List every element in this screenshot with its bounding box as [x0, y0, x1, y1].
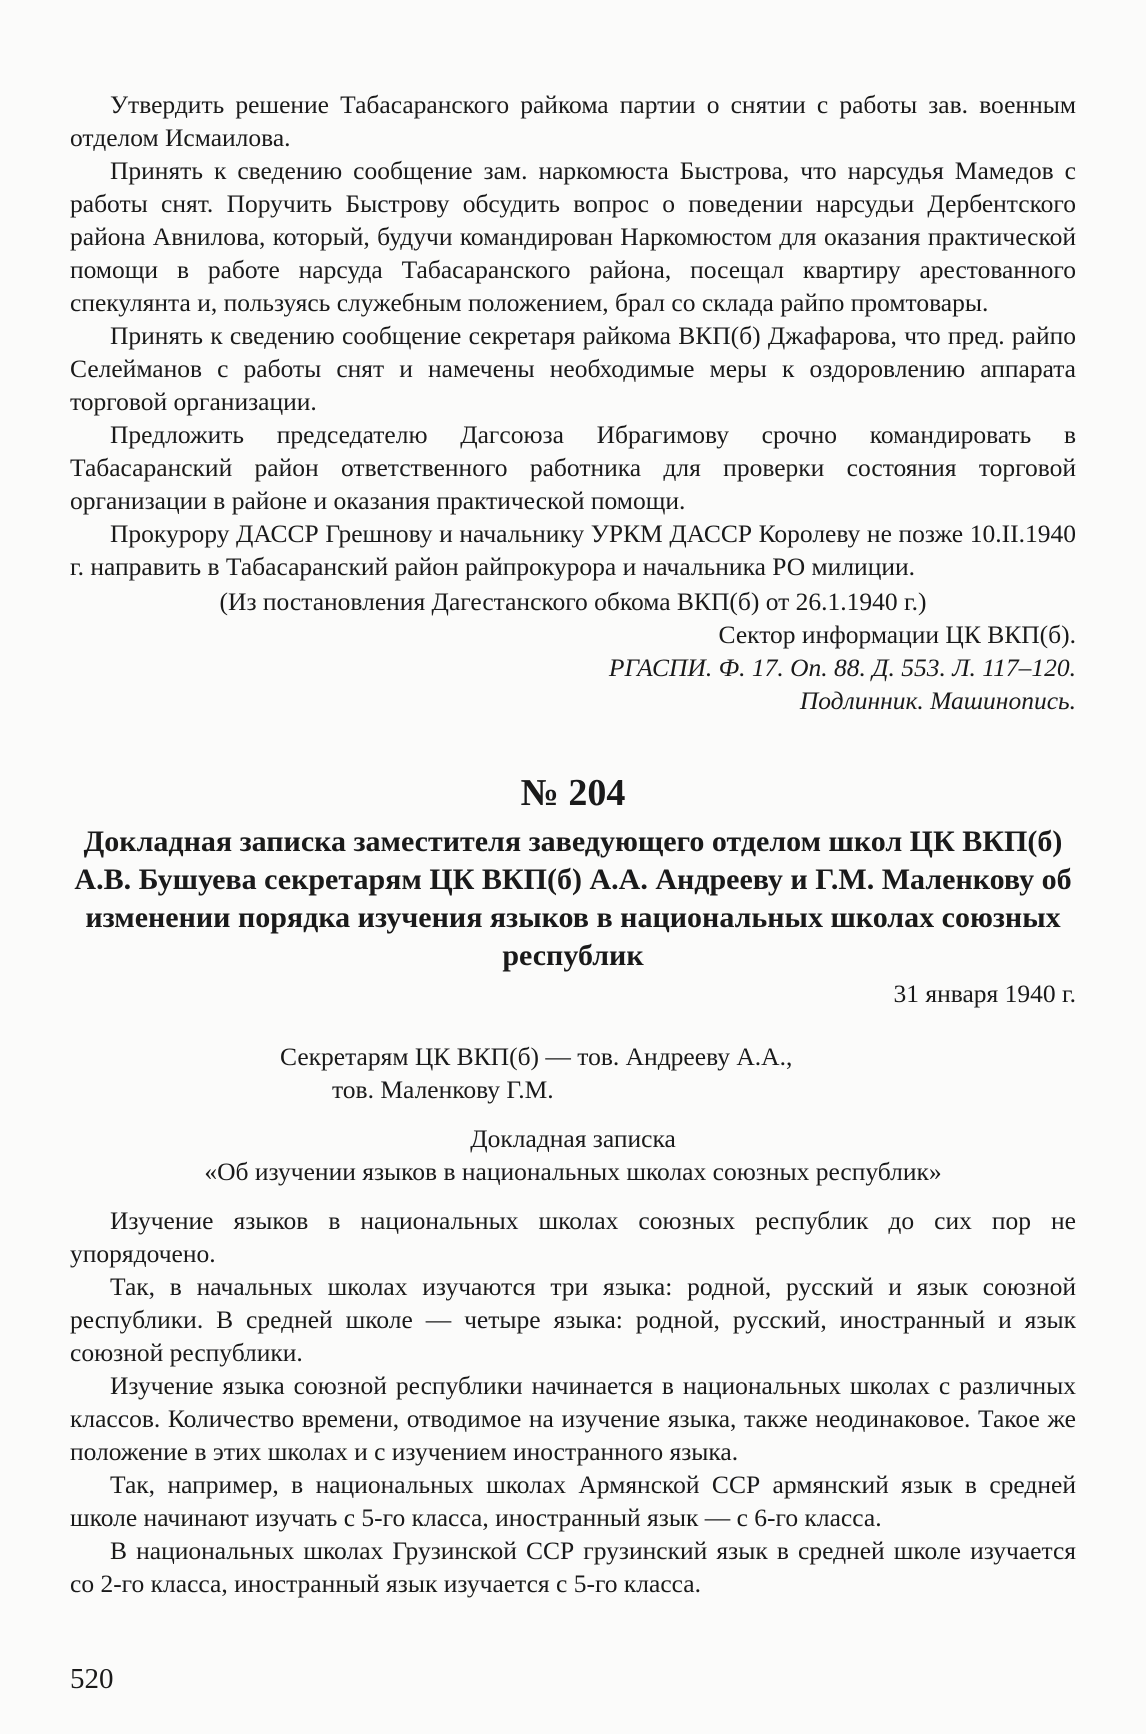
- archive-type: Подлинник. Машинопись.: [799, 686, 1076, 715]
- paragraph: В национальных школах Грузинской ССР грузинский язык в средней школе изучается со 2-го класса, иностранный язык изучается с 5-го класса.: [70, 1536, 1076, 1598]
- paragraph: Принять к сведению сообщение зам. наркомюста Быстрова, что нарсудья Мамедов с работы снят. Поручить Быстрову обсудить вопрос о поведении нарсудьи Дербентского района Авнилова, который, будучи командирован Наркомюстом для оказания практической помощи в работе нарсуда Табасаранского района, посещал квартиру арестованного спекулянта и, пользуясь служебным положением, брал со склада райпо промтовары.: [70, 156, 1076, 317]
- source-note: (Из постановления Дагестанского обкома ВКП(б) от 26.1.1940 г.): [219, 587, 927, 616]
- address-line: тов. Маленкову Г.М.: [332, 1075, 554, 1104]
- paragraph: Так, в начальных школах изучаются три языка: родной, русский и язык союзной республики. В средней школе — четыре языка: родной, русский, иностранный и язык союзной республики.: [70, 1272, 1076, 1367]
- paragraph: Изучение языков в национальных школах союзных республик до сих пор не упорядочено.: [70, 1206, 1076, 1268]
- page-number: 520: [70, 1663, 114, 1695]
- memo-heading: Докладная записка: [470, 1124, 676, 1153]
- paragraph: Прокурору ДАССР Грешнову и начальнику УРКМ ДАССР Королеву не позже 10.II.1940 г. направить в Табасаранский район райпрокурора и начальника РО милиции.: [70, 519, 1076, 581]
- paragraph: Принять к сведению сообщение секретаря райкома ВКП(б) Джафарова, что пред. райпо Селейманов с работы снят и намечены необходимые меры к оздоровлению аппарата торговой организации.: [70, 321, 1076, 416]
- archive-reference: РГАСПИ. Ф. 17. Оп. 88. Д. 553. Л. 117–120.: [608, 653, 1076, 682]
- sector-signature: Сектор информации ЦК ВКП(б).: [718, 620, 1076, 649]
- address-line: Секретарям ЦК ВКП(б) — тов. Андрееву А.А.,: [280, 1042, 793, 1071]
- memo-subject: «Об изучении языков в национальных школах союзных республик»: [204, 1157, 942, 1186]
- document-title: Докладная записка заместителя заведующего отделом школ ЦК ВКП(б) А.В. Бушуева секретарям ЦК ВКП(б) А.А. Андрееву и Г.М. Маленкову об изменении порядка изучения языков в национальных школах союзных республик: [74, 825, 1072, 972]
- document-number: № 204: [520, 772, 626, 814]
- paragraph: Предложить председателю Дагсоюза Ибрагимову срочно командировать в Табасаранский район ответственного работника для проверки состояния торговой организации в районе и оказания практической помощи.: [70, 420, 1076, 515]
- paragraph: Так, например, в национальных школах Армянской ССР армянский язык в средней школе начинают изучать с 5-го класса, иностранный язык — с 6-го класса.: [70, 1470, 1076, 1532]
- document-page: [70, 88, 1076, 1600]
- paragraph: Утвердить решение Табасаранского райкома партии о снятии с работы зав. военным отделом Исмаилова.: [70, 90, 1076, 152]
- document-date: 31 января 1940 г.: [893, 979, 1076, 1008]
- paragraph: Изучение языка союзной республики начинается в национальных школах с различных классов. Количество времени, отводимое на изучение языка, также неодинаковое. Такое же положение в этих школах и с изучением иностранного языка.: [70, 1371, 1076, 1466]
